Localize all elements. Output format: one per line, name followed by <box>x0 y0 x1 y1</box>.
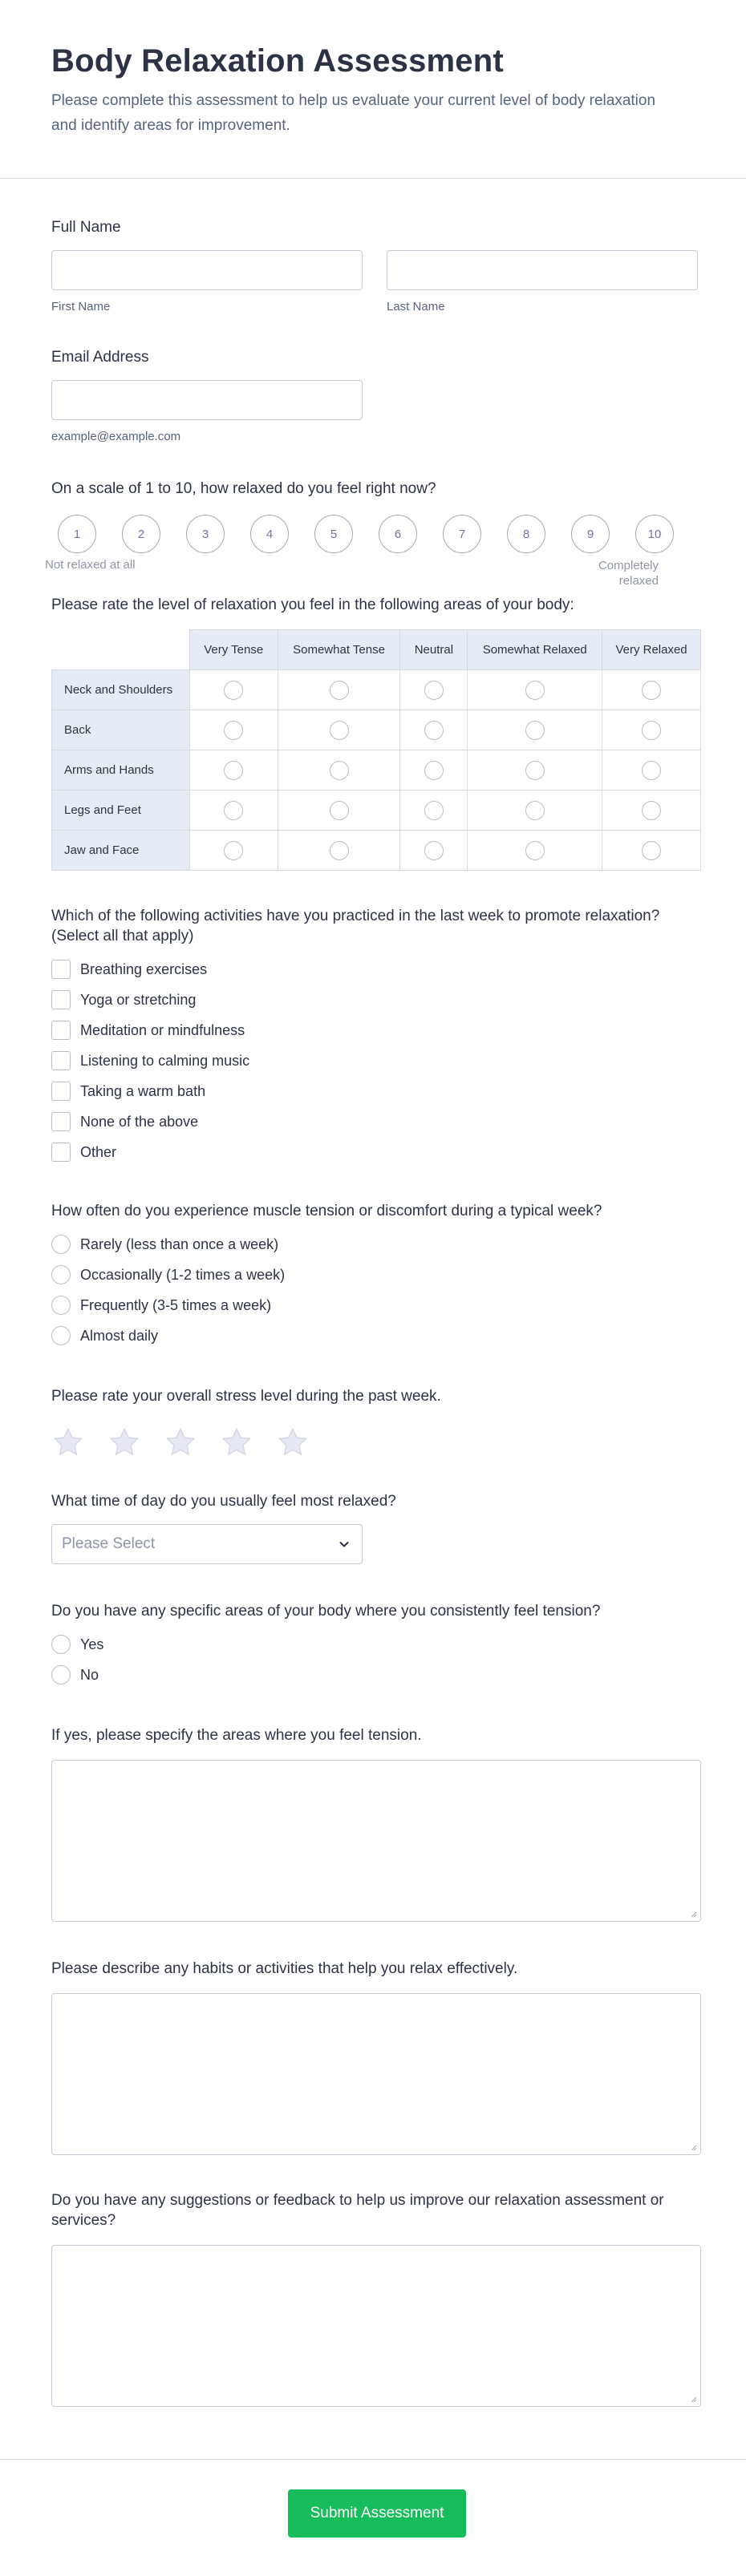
option-label: Breathing exercises <box>80 960 208 977</box>
matrix-row <box>52 831 701 871</box>
matrix-radio[interactable] <box>525 841 545 860</box>
scale-option-9[interactable]: 9 <box>571 515 610 553</box>
scale-option-6[interactable]: 6 <box>379 515 417 553</box>
page-title: Body Relaxation Assessment <box>51 43 504 79</box>
matrix-label: Please rate the level of relaxation you feel in the following areas of your body: <box>51 596 574 613</box>
checkbox[interactable] <box>51 1082 71 1101</box>
page-description: Please complete this assessment to help us evaluate your current level of body relaxation and identify areas for improvement. <box>51 92 656 134</box>
last-name-sublabel: Last Name <box>387 300 445 313</box>
option-label: Taking a warm bath <box>80 1082 206 1099</box>
activity-option[interactable] <box>51 1045 695 1076</box>
matrix-radio[interactable] <box>224 801 243 820</box>
matrix-radio[interactable] <box>424 801 444 820</box>
activity-option[interactable] <box>51 1106 695 1137</box>
matrix-radio[interactable] <box>330 761 349 780</box>
matrix-radio[interactable] <box>642 681 661 700</box>
resize-grip-icon[interactable] <box>689 2143 697 2151</box>
frequency-option[interactable] <box>51 1260 695 1290</box>
star-icon[interactable] <box>220 1425 253 1459</box>
activity-option[interactable] <box>51 1015 695 1045</box>
matrix-radio[interactable] <box>642 841 661 860</box>
form-body <box>0 217 746 2407</box>
scale-option-8[interactable]: 8 <box>507 515 545 553</box>
stress-label: Please rate your overall stress level during the past week. <box>51 1388 441 1405</box>
feedback-question <box>51 2190 695 2407</box>
frequency-option[interactable] <box>51 1290 695 1320</box>
form-header <box>0 0 746 179</box>
option-label: Other <box>80 1143 117 1160</box>
first-name-sublabel: First Name <box>51 300 111 313</box>
star-icon[interactable] <box>164 1425 197 1459</box>
time-of-day-question <box>51 1491 695 1564</box>
scale-option-3[interactable]: 3 <box>186 515 225 553</box>
matrix-radio[interactable] <box>224 681 243 700</box>
radio-button[interactable] <box>51 1326 71 1345</box>
habits-question <box>51 1959 695 2155</box>
activity-option[interactable] <box>51 985 695 1015</box>
frequency-option[interactable] <box>51 1229 695 1260</box>
yes-option[interactable] <box>51 1629 695 1660</box>
matrix-radio[interactable] <box>525 681 545 700</box>
matrix-row <box>52 670 701 710</box>
matrix-col-neutral: Neutral <box>400 630 468 670</box>
activities-label: Which of the following activities have you practiced in the last week to promote relaxation? (Select all that apply) <box>51 908 660 944</box>
scale-high-label: Completely relaxed <box>598 559 659 588</box>
email-sublabel: example@example.com <box>51 430 181 443</box>
resize-grip-icon[interactable] <box>689 1910 697 1918</box>
star-icon[interactable] <box>107 1425 141 1459</box>
matrix-corner <box>52 630 190 670</box>
matrix-radio[interactable] <box>330 801 349 820</box>
option-label: Yes <box>80 1636 104 1652</box>
specific-areas-label: Do you have any specific areas of your body where you consistently feel tension? <box>51 1603 601 1620</box>
tension-frequency-question <box>51 1201 695 1351</box>
body-areas-question <box>51 595 695 871</box>
matrix-radio[interactable] <box>330 721 349 740</box>
radio-button[interactable] <box>51 1265 71 1284</box>
time-of-day-select[interactable] <box>51 1524 363 1564</box>
matrix-radio[interactable] <box>224 721 243 740</box>
checkbox[interactable] <box>51 960 71 979</box>
activity-option[interactable] <box>51 954 695 985</box>
time-of-day-label: What time of day do you usually feel most relaxed? <box>51 1493 396 1510</box>
matrix-row-label: Jaw and Face <box>52 831 190 871</box>
radio-button[interactable] <box>51 1235 71 1254</box>
matrix-radio[interactable] <box>424 761 444 780</box>
matrix-radio[interactable] <box>525 721 545 740</box>
matrix-row-label: Legs and Feet <box>52 791 190 831</box>
option-label: Almost daily <box>80 1327 159 1344</box>
matrix-row-label: Neck and Shoulders <box>52 670 190 710</box>
matrix-radio[interactable] <box>330 841 349 860</box>
option-label: Occasionally (1-2 times a week) <box>80 1266 286 1283</box>
matrix-row <box>52 750 701 791</box>
select-placeholder: Please Select <box>62 1535 156 1552</box>
feedback-textarea[interactable] <box>51 2245 701 2407</box>
matrix-radio[interactable] <box>330 681 349 700</box>
email-input[interactable] <box>51 380 363 420</box>
specify-areas-label: If yes, please specify the areas where you feel tension. <box>51 1727 422 1744</box>
star-icon[interactable] <box>51 1425 85 1459</box>
feedback-label: Do you have any suggestions or feedback to help us improve our relaxation assessment or services? <box>51 2192 664 2229</box>
scale-option-2[interactable]: 2 <box>122 515 160 553</box>
matrix-row-label: Arms and Hands <box>52 750 190 791</box>
matrix-radio[interactable] <box>642 721 661 740</box>
matrix-row <box>52 791 701 831</box>
scale-option-10[interactable]: 10 <box>635 515 674 553</box>
matrix-row-label: Back <box>52 710 190 750</box>
first-name-input[interactable] <box>51 250 363 290</box>
matrix-row <box>52 710 701 750</box>
matrix-radio[interactable] <box>642 801 661 820</box>
checkbox[interactable] <box>51 990 71 1009</box>
specify-areas-question <box>51 1725 695 1922</box>
checkbox[interactable] <box>51 1051 71 1070</box>
matrix-col-very-relaxed: Very Relaxed <box>602 630 701 670</box>
matrix-radio[interactable] <box>525 801 545 820</box>
relaxation-matrix <box>51 629 701 871</box>
option-label: Meditation or mindfulness <box>80 1021 245 1038</box>
email-label: Email Address <box>51 349 149 366</box>
matrix-radio[interactable] <box>224 761 243 780</box>
matrix-col-very-tense: Very Tense <box>189 630 278 670</box>
option-label: None of the above <box>80 1113 199 1130</box>
matrix-radio[interactable] <box>224 841 243 860</box>
option-label: Yoga or stretching <box>80 991 197 1008</box>
checkbox[interactable] <box>51 1021 71 1040</box>
scale-option-1[interactable]: 1 <box>58 515 96 553</box>
matrix-radio[interactable] <box>424 681 444 700</box>
option-label: No <box>80 1666 99 1683</box>
tension-frequency-label: How often do you experience muscle tension or discomfort during a typical week? <box>51 1203 602 1219</box>
frequency-option[interactable] <box>51 1320 695 1351</box>
activity-option[interactable] <box>51 1137 695 1167</box>
scale-option-7[interactable]: 7 <box>443 515 481 553</box>
last-name-input[interactable] <box>387 250 698 290</box>
radio-button[interactable] <box>51 1665 71 1684</box>
resize-grip-icon[interactable] <box>689 2395 697 2403</box>
habits-label: Please describe any habits or activities that help you relax effectively. <box>51 1960 518 1977</box>
activity-option[interactable] <box>51 1076 695 1106</box>
option-label: Rarely (less than once a week) <box>80 1235 279 1252</box>
full-name-question <box>51 217 695 313</box>
checkbox[interactable] <box>51 1112 71 1131</box>
stress-rating-question <box>51 1386 695 1459</box>
submit-button[interactable]: Submit Assessment <box>288 2489 466 2538</box>
scale-low-label: Not relaxed at all <box>45 558 136 572</box>
relaxation-scale-question <box>45 479 695 593</box>
scale-options <box>45 515 695 555</box>
scale-option-5[interactable]: 5 <box>314 515 353 553</box>
option-label: Listening to calming music <box>80 1052 250 1069</box>
matrix-radio[interactable] <box>424 841 444 860</box>
specific-areas-question <box>51 1601 695 1690</box>
activities-question <box>51 906 695 1167</box>
checkbox[interactable] <box>51 1142 71 1162</box>
option-label: Frequently (3-5 times a week) <box>80 1296 272 1313</box>
form-footer <box>0 2459 746 2576</box>
scale-label: On a scale of 1 to 10, how relaxed do you feel right now? <box>51 480 436 497</box>
chevron-down-icon <box>338 1538 351 1551</box>
email-question <box>51 347 695 443</box>
scale-option-4[interactable]: 4 <box>250 515 289 553</box>
matrix-col-somewhat-tense: Somewhat Tense <box>278 630 400 670</box>
radio-button[interactable] <box>51 1296 71 1315</box>
habits-textarea[interactable] <box>51 1993 701 2155</box>
star-rating <box>51 1425 695 1459</box>
star-icon[interactable] <box>276 1425 310 1459</box>
no-option[interactable] <box>51 1660 695 1690</box>
matrix-col-somewhat-relaxed: Somewhat Relaxed <box>468 630 602 670</box>
matrix-radio[interactable] <box>525 761 545 780</box>
radio-button[interactable] <box>51 1635 71 1654</box>
matrix-radio[interactable] <box>424 721 444 740</box>
specify-areas-textarea[interactable] <box>51 1760 701 1922</box>
full-name-label: Full Name <box>51 219 121 236</box>
matrix-radio[interactable] <box>642 761 661 780</box>
